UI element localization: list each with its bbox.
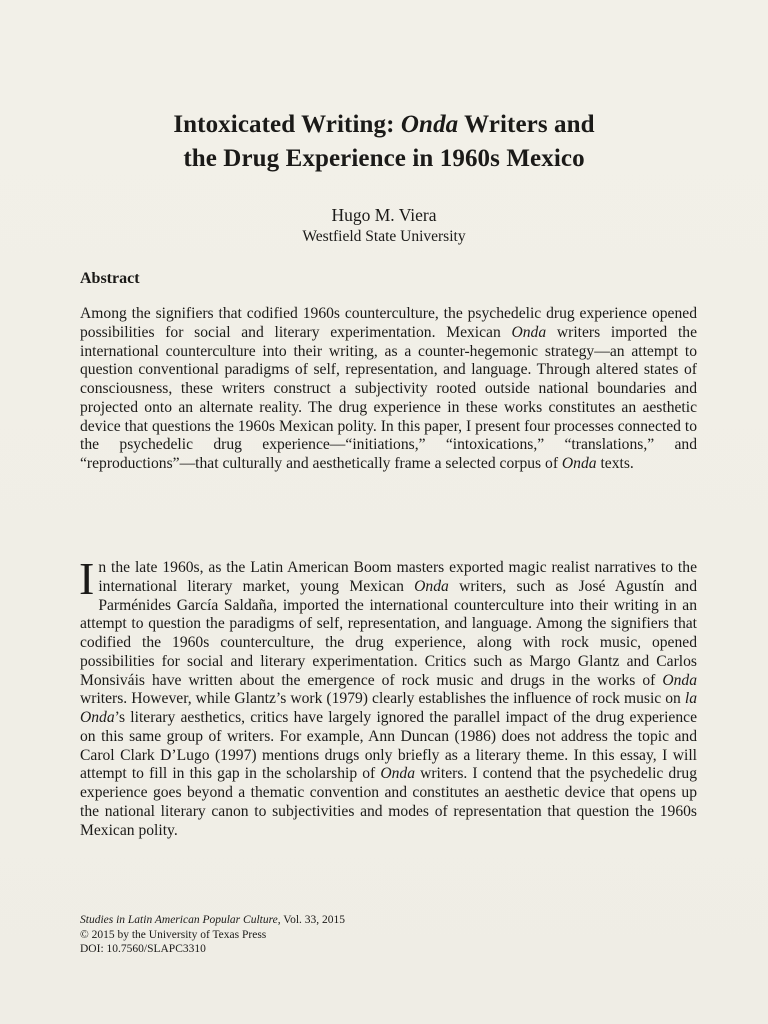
title-line1-start: Intoxicated Writing: — [173, 111, 401, 138]
title-line2: the Drug Experience in 1960s Mexico — [183, 145, 585, 172]
journal-volume: , Vol. 33, 2015 — [277, 914, 346, 926]
journal-name: Studies in Latin American Popular Culture — [80, 914, 278, 926]
body-italic-3: la Onda — [80, 690, 697, 726]
body-text-3: writers. However, while Glantz’s work (1979) clearly establishes the influence of rock music on — [80, 690, 685, 708]
abstract-text-3: texts. — [596, 455, 634, 472]
body-italic-1: Onda — [414, 577, 449, 595]
title-line1-italic: Onda — [400, 111, 459, 138]
footer-doi: DOI: 10.7560/SLAPC3310 — [80, 943, 206, 955]
title-block — [0, 108, 768, 248]
body-text-1: n the late 1960s, as the Latin American Boom masters exported magic realist narratives to the international literary market, young Mexican — [98, 559, 697, 595]
footer-journal-line — [80, 913, 345, 928]
body-text-2: writers, such as José Agustín and Parménides García Saldaña, imported the international counterculture into their writing in an attempt to question the paradigms of self, representation, and language. Among the signifiers that codified the 1960s counterculture, the drug experience, along with rock music, opened possibilities for social and literary experimentation. Critics such as Margo Glantz and Carlos Monsiváis have written about the emergence of rock music and drugs in the works of — [80, 577, 697, 689]
author-affiliation: Westfield State University — [302, 228, 466, 245]
body-paragraph — [79, 553, 697, 840]
body-italic-4: Onda — [380, 765, 415, 783]
abstract-heading: Abstract — [80, 270, 140, 287]
abstract-italic-2: Onda — [561, 455, 597, 472]
abstract-italic-1: Onda — [511, 323, 547, 341]
abstract-text-1: Among the signifiers that codified 1960s counterculture, the psychedelic drug experience opened possibilities for social and literary experimentation. Mexican — [80, 305, 697, 341]
author-name: Hugo M. Viera — [331, 205, 437, 225]
article-title — [0, 108, 768, 176]
footer-copyright: © 2015 by the University of Texas Press — [80, 928, 267, 941]
abstract-paragraph — [80, 305, 697, 474]
drop-cap: I — [79, 553, 95, 604]
body-text-4: ’s literary aesthetics, critics have largely ignored the parallel impact of the drug experience on this same group of writers. For example, Ann Duncan (1986) does not address the topic and Carol Clark D’Lugo (1997) mentions drugs only briefly as a literary theme. In this essay, I will attempt to fill in this gap in the scholarship of — [80, 709, 697, 783]
body-italic-2: Onda — [662, 671, 697, 689]
abstract-text-2: writers imported the international counterculture into their writing, as a counter-hegemonic strategy—an attempt to question conventional paradigms of self, representation, and language. Through altered states of consciousness, these writers construct a subjectivity rooted outside national boundaries and projected onto an alternate reality. The drug experience in these works constitutes an aesthetic device that questions the 1960s Mexican polity. In this paper, I present four processes connected to the psychedelic drug experience—“initiations,” “intoxications,” “translations,” and “reproductions”—that culturally and aesthetically frame a selected corpus of — [80, 323, 697, 472]
title-line1-end: Writers and — [458, 111, 595, 138]
body-text-5: writers. I contend that the psychedelic drug experience goes beyond a thematic convention and constitutes an aesthetic device that opens up the national literary canon to subjectivities and modes of representation that question the 1960s Mexican polity. — [80, 765, 697, 839]
footer-citation — [80, 913, 345, 957]
